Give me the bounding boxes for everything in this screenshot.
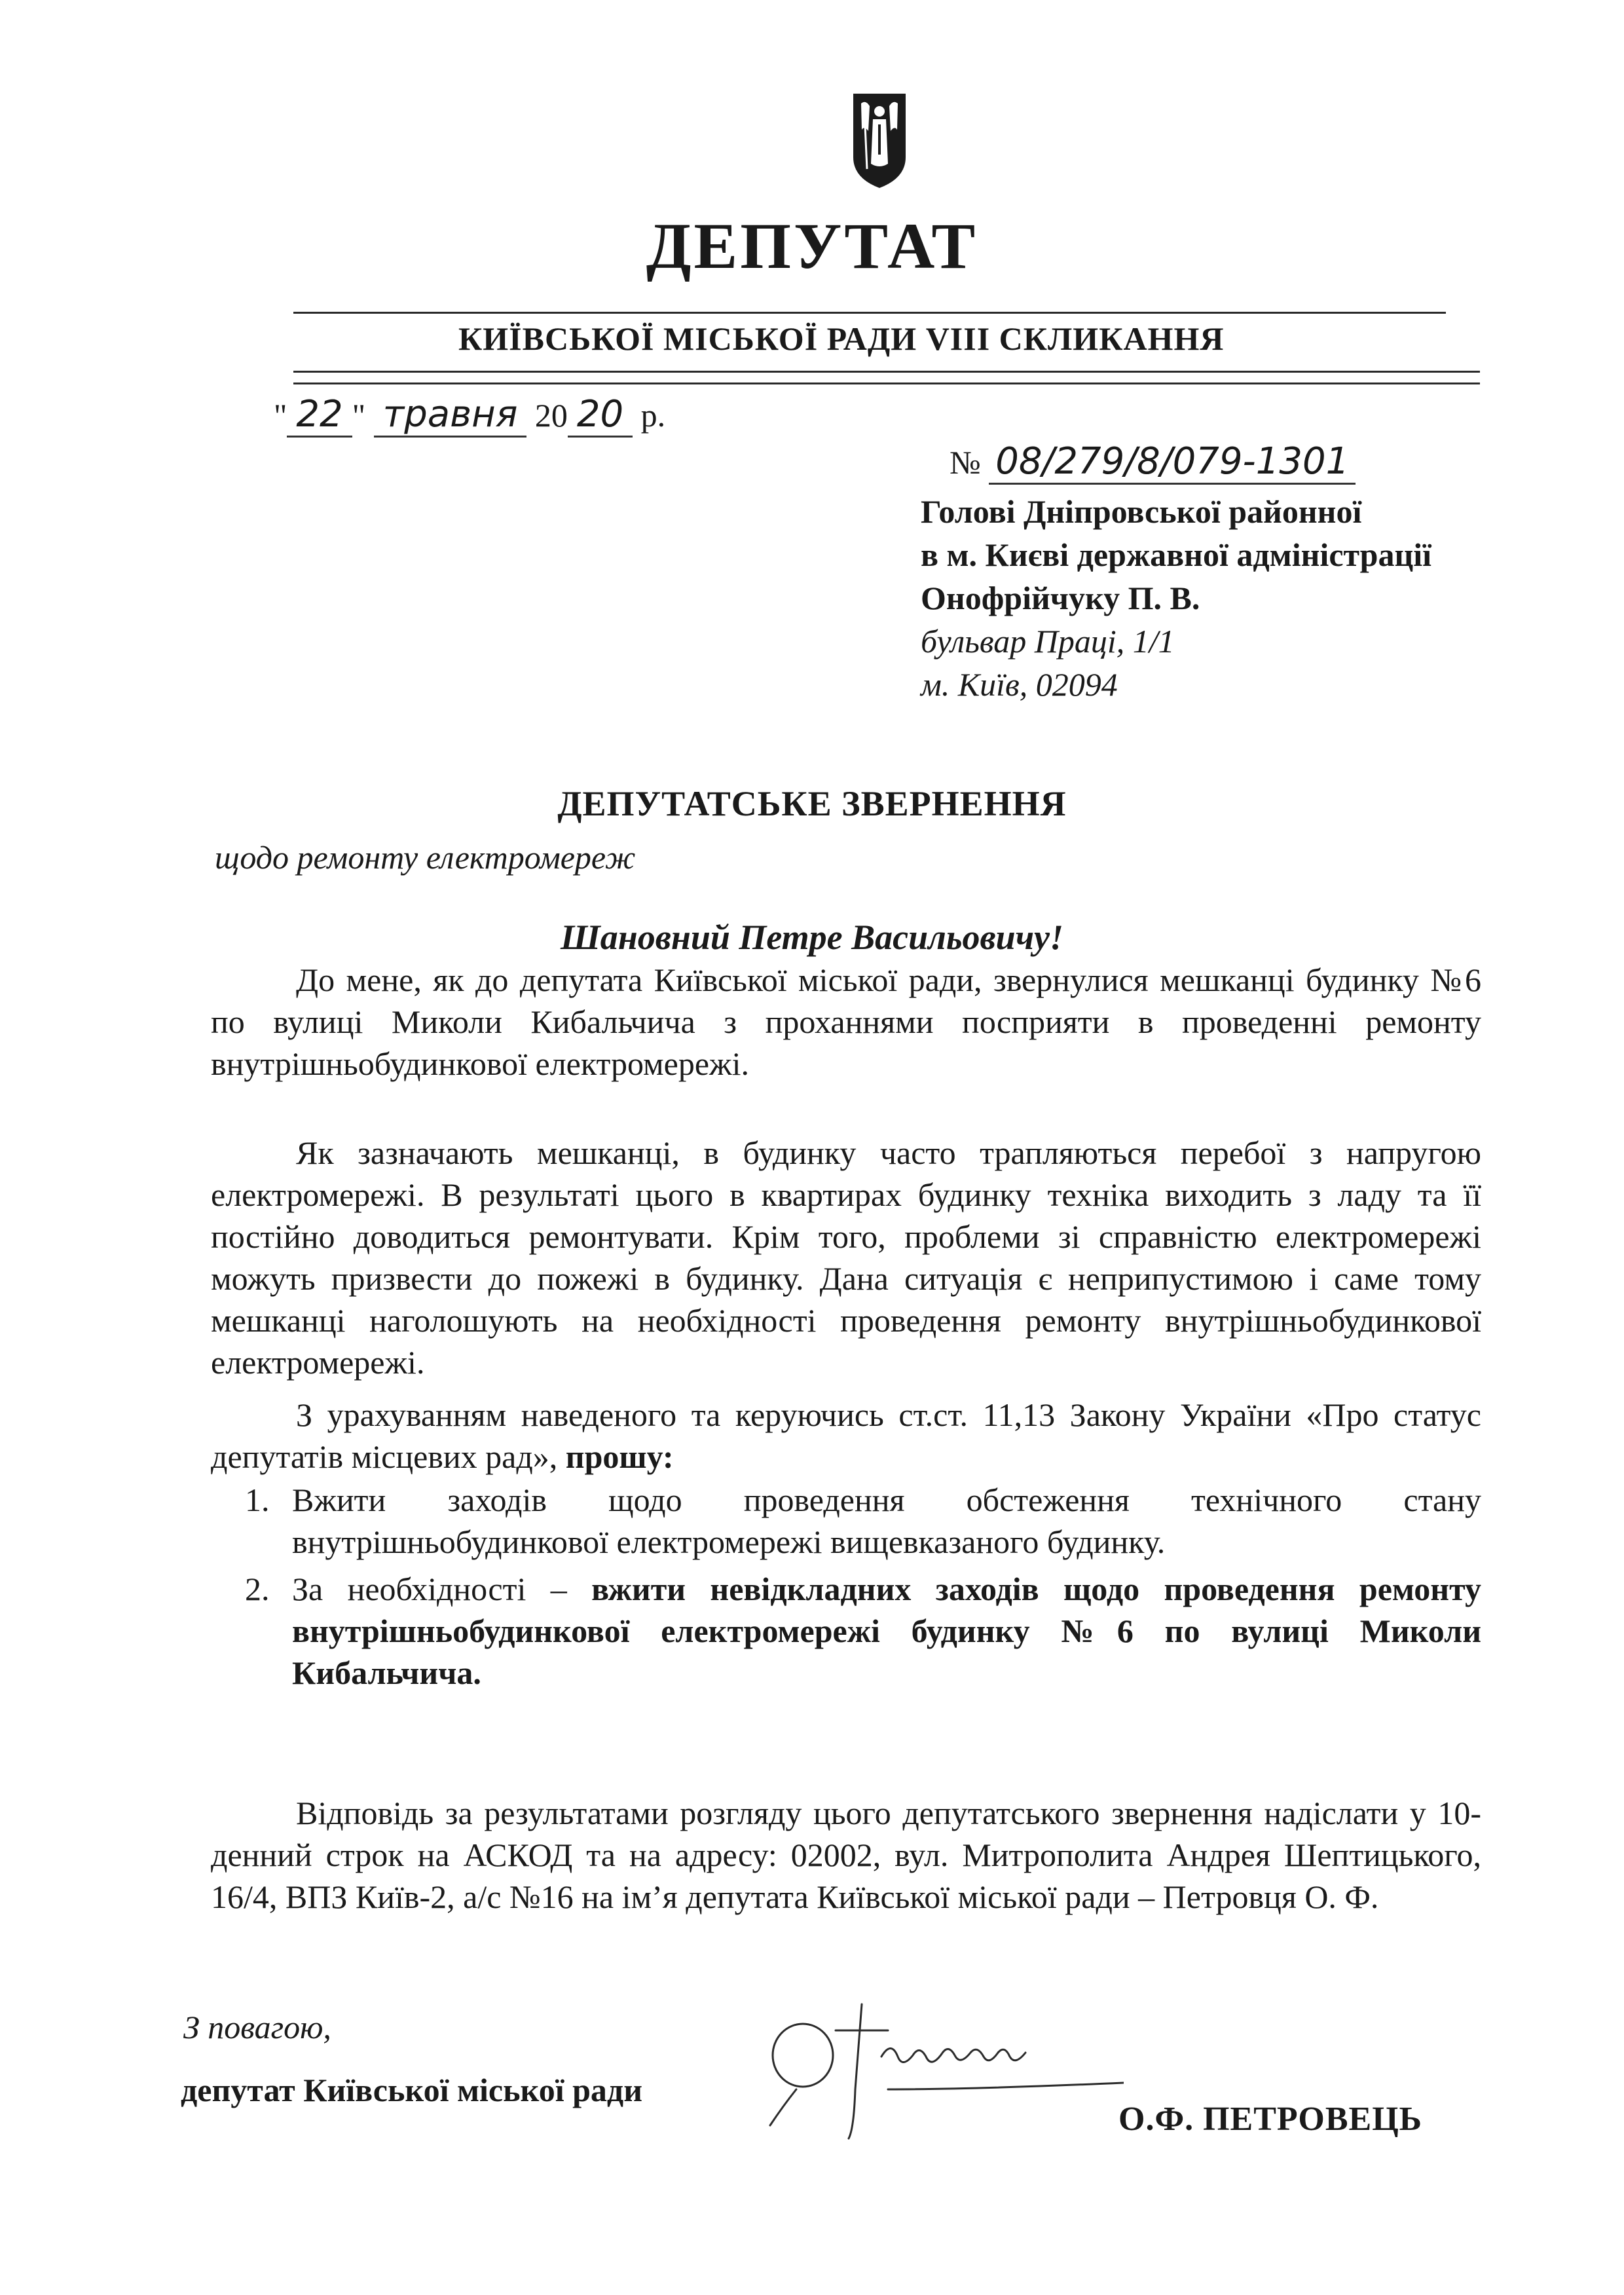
handwritten-signature [757,1991,1124,2142]
recipient-line: в м. Києві державної адміністрації [921,536,1432,573]
recipient-name: Онофрійчуку П. В. [921,580,1200,616]
list-item-number: 2. [245,1571,270,1607]
letter-date: " 22 " травня 20 20 р. [274,393,665,436]
header-rule-bottom [293,382,1480,384]
request-list [211,1479,1481,1699]
outgoing-number [950,440,1356,483]
date-suffix: р. [640,397,666,434]
header-title: ДЕПУТАТ [646,210,978,282]
paragraph-text: Відповідь за результатами розгляду цього депутатського звернення надіслати у 10-денний строк на АСКОД та на адресу: 02002, вул. Митрополита Андрея Шептицького, 16/4, ВПЗ Київ-2, а/с №16 на ім’я депутата Київської міської ради – Петровця О. Ф. [211,1795,1481,1915]
recipient-block [921,490,1431,706]
salutation: Шановний Петре Васильовичу! [560,918,1064,957]
document-subject: щодо ремонту електромереж [215,839,636,876]
list-item-text: Вжити заходів щодо проведення обстеження технічного стану внутрішньобудинкової електромережі вищевказаного будинку. [292,1482,1481,1560]
date-year-prefix: 20 [534,397,568,434]
list-item [211,1479,1481,1563]
list-item [211,1568,1481,1694]
header-subtitle: КИЇВСЬКОЇ МІСЬКОЇ РАДИ VIII СКЛИКАННЯ [458,320,1225,357]
recipient-street: бульвар Праці, 1/1 [921,623,1175,660]
paragraph-text [211,1394,1481,1478]
date-day: 22 [287,393,352,438]
closing-regards: З повагою, [183,2009,331,2045]
paragraph-3-text: З урахуванням наведеного та керуючись ст.ст. 11,13 Закону України «Про статус депутатів місцевих рад», [211,1396,1481,1475]
paragraph-2 [211,1132,1481,1383]
outgoing-number-prefix: № [950,444,981,481]
outgoing-number-value: 08/279/8/079-1301 [989,440,1356,485]
date-year-suffix: 20 [568,393,633,438]
list-item-number: 1. [245,1482,270,1518]
signatory-role: депутат Київської міської ради [181,2072,643,2108]
date-month: травня [374,393,527,438]
header-rule-middle [293,371,1480,373]
kyiv-coat-of-arms-icon [851,92,908,190]
recipient-line: Голові Дніпровської районної [921,493,1362,530]
document-title: ДЕПУТАТСЬКЕ ЗВЕРНЕННЯ [557,784,1067,823]
paragraph-text: До мене, як до депутата Київської міської ради, звернулися мешканці будинку №6 по вулиці Миколи Кибальчича з проханнями посприяти в проведенні ремонту внутрішньобудинкової електромережі. [211,961,1481,1082]
paragraph-1 [211,959,1481,1085]
list-item-bold-text: вжити невідкладних заходів щодо проведення ремонту внутрішньобудинкової електромережі будинку №6 по вулиці Миколи Кибальчича. [292,1571,1481,1691]
header-rule-top [293,312,1446,314]
recipient-city: м. Київ, 02094 [921,666,1118,703]
request-keyword: прошу: [565,1438,674,1475]
paragraph-text: Як зазначають мешканці, в будинку часто трапляються перебої з напругою електромережі. В результаті цього в квартирах будинку техніка виходить з ладу та її постійно доводиться ремонтувати. Крім того, проблеми зі справністю електромережі можуть призвести до пожежі в будинку. Дана ситуація є неприпустимою і саме тому мешканці наголошують на необхідності проведення ремонту внутрішньобудинкової електромережі. [211,1134,1481,1381]
list-item-text: За необхідності – [292,1571,567,1607]
signatory-name: О.Ф. ПЕТРОВЕЦЬ [1118,2100,1423,2138]
paragraph-3 [211,1394,1481,1478]
paragraph-4 [211,1792,1481,1918]
